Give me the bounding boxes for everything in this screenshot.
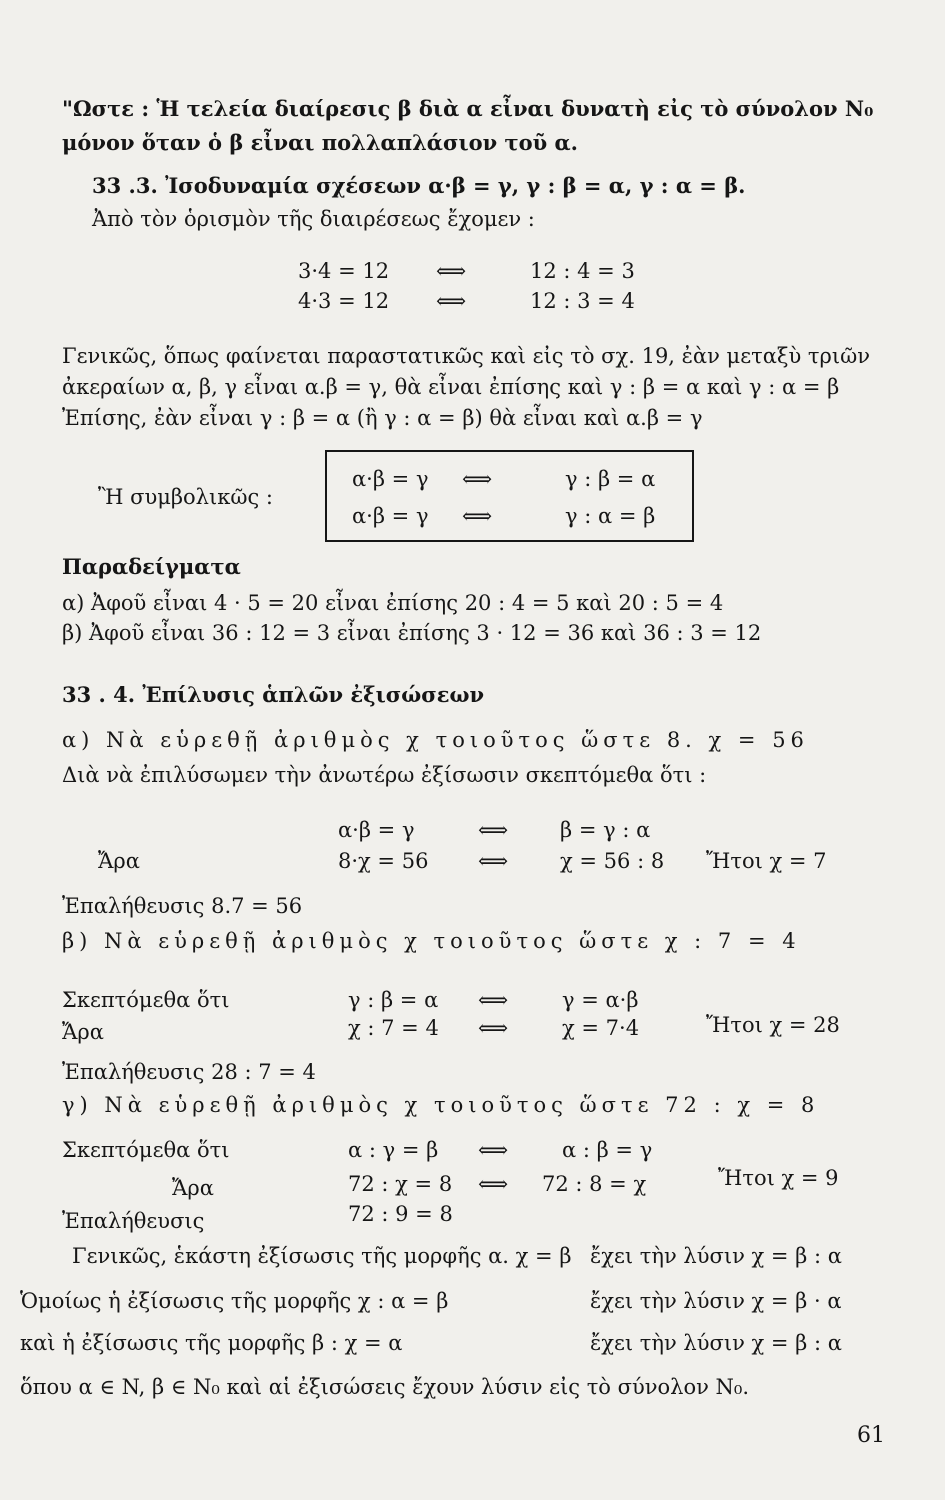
summary-1-solution: ἔχει τὴν λύσιν χ = β : α: [590, 1244, 842, 1268]
box-row-2-right: γ : α = β: [565, 504, 656, 528]
example-2-left: 4·3 = 12: [298, 289, 390, 313]
summary-2-text: Ὁμοίως ἡ ἐξίσωσις τῆς μορφῆς χ : α = β: [20, 1289, 449, 1313]
problem-a-ara-right: χ = 56 : 8: [560, 849, 665, 873]
intro-line-2: μόνον ὅταν ὁ β εἶναι πολλαπλάσιον τοῦ α.: [62, 130, 578, 155]
problem-c-check-label: Ἐπαλήθευσις: [62, 1209, 205, 1233]
problem-a-rel-left: α·β = γ: [338, 818, 415, 842]
page-number: 61: [857, 1423, 885, 1448]
problem-c-think-right: α : β = γ: [562, 1138, 653, 1162]
example-b: β) Ἀφοῦ εἶναι 36 : 12 = 3 εἶναι ἐπίσης 3 · 12 = 36 καὶ 36 : 3 = 12: [62, 621, 762, 645]
problem-a-title: α) Νὰ εὑρεθῇ ἀριθμὸς χ τοιοῦτος ὥστε 8. χ = 56: [62, 728, 809, 752]
problem-a-ara-arrow: ⟺: [478, 849, 509, 873]
box-row-1-arrow: ⟺: [462, 467, 493, 491]
example-1-left: 3·4 = 12: [298, 259, 390, 283]
general-line-1: Γενικῶς, ὅπως φαίνεται παραστατικῶς καὶ εἰς τὸ σχ. 19, ἐὰν μεταξὺ τριῶν: [62, 344, 870, 368]
box-row-2-arrow: ⟺: [462, 504, 493, 528]
problem-c-ara-arrow: ⟺: [478, 1172, 509, 1196]
problem-c-ara-left: 72 : χ = 8: [348, 1172, 453, 1196]
problem-b-ara-right: χ = 7·4: [562, 1016, 640, 1040]
section-33-4-heading: 33 . 4. Ἐπίλυσις ἁπλῶν ἐξισώσεων: [62, 682, 485, 707]
general-line-3: Ἐπίσης, ἐὰν εἶναι γ : β = α (ἢ γ : α = β) θὰ εἶναι καὶ α.β = γ: [62, 406, 703, 430]
problem-b-think-left: γ : β = α: [348, 988, 439, 1012]
example-1-arrow: ⟺: [436, 259, 467, 283]
problem-c-title: γ) Νὰ εὑρεθῇ ἀριθμὸς χ τοιοῦτος ὥστε 72 : χ = 8: [62, 1093, 820, 1117]
definition-line: Ἀπὸ τὸν ὁρισμὸν τῆς διαιρέσεως ἔχομεν :: [92, 207, 535, 231]
problem-a-think: Διὰ νὰ ἐπιλύσωμεν τὴν ἀνωτέρω ἐξίσωσιν σκεπτόμεθα ὅτι :: [62, 763, 707, 787]
general-line-2: ἀκεραίων α, β, γ εἶναι α.β = γ, θὰ εἶναι ἐπίσης καὶ γ : β = α καὶ γ : α = β: [62, 375, 840, 399]
problem-c-ara-label: Ἄρα: [172, 1176, 214, 1200]
box-row-1-left: α·β = γ: [352, 467, 429, 491]
problem-a-rel-right: β = γ : α: [560, 818, 651, 842]
summary-3-text: καὶ ἡ ἐξίσωσις τῆς μορφῆς β : χ = α: [20, 1331, 403, 1355]
section-33-3-heading: 33 .3. Ἰσοδυναμία σχέσεων α·β = γ, γ : β = α, γ : α = β.: [92, 173, 746, 198]
problem-a-result: Ἤτοι χ = 7: [706, 849, 827, 873]
final-line: ὅπου α ∈ N, β ∈ N₀ καὶ αἱ ἐξισώσεις ἔχουν λύσιν εἰς τὸ σύνολον N₀.: [20, 1375, 750, 1399]
problem-a-ara-left: 8·χ = 56: [338, 849, 429, 873]
summary-2-solution: ἔχει τὴν λύσιν χ = β · α: [590, 1289, 842, 1313]
example-a: α) Ἀφοῦ εἶναι 4 · 5 = 20 εἶναι ἐπίσης 20 : 4 = 5 καὶ 20 : 5 = 4: [62, 591, 724, 615]
problem-a-ara-label: Ἄρα: [98, 849, 140, 873]
box-row-2-left: α·β = γ: [352, 504, 429, 528]
problem-b-check: Ἐπαλήθευσις 28 : 7 = 4: [62, 1060, 316, 1084]
problem-b-think-label: Σκεπτόμεθα ὅτι: [62, 988, 230, 1012]
problem-a-rel-arrow: ⟺: [478, 818, 509, 842]
problem-c-think-label: Σκεπτόμεθα ὅτι: [62, 1138, 230, 1162]
problem-b-ara-label: Ἄρα: [62, 1020, 104, 1044]
box-row-1-right: γ : β = α: [565, 467, 656, 491]
examples-title: Παραδείγματα: [62, 554, 241, 579]
example-1-right: 12 : 4 = 3: [530, 259, 635, 283]
problem-b-title: β) Νὰ εὑρεθῇ ἀριθμὸς χ τοιοῦτος ὥστε χ : 7 = 4: [62, 929, 801, 953]
problem-b-ara-left: χ : 7 = 4: [348, 1016, 439, 1040]
problem-b-think-arrow: ⟺: [478, 988, 509, 1012]
problem-c-check-value: 72 : 9 = 8: [348, 1202, 453, 1226]
intro-line-1: "Ωστε : Ἡ τελεία διαίρεσις β διὰ α εἶναι δυνατὴ εἰς τὸ σύνολον N₀: [62, 96, 874, 121]
problem-b-think-right: γ = α·β: [562, 988, 639, 1012]
problem-c-think-arrow: ⟺: [478, 1138, 509, 1162]
problem-a-check: Ἐπαλήθευσις 8.7 = 56: [62, 894, 303, 918]
summary-3-solution: ἔχει τὴν λύσιν χ = β : α: [590, 1331, 842, 1355]
example-2-arrow: ⟺: [436, 289, 467, 313]
problem-c-result: Ἤτοι χ = 9: [718, 1166, 839, 1190]
problem-c-ara-right: 72 : 8 = χ: [542, 1172, 647, 1196]
problem-b-result: Ἤτοι χ = 28: [706, 1013, 840, 1037]
example-2-right: 12 : 3 = 4: [530, 289, 635, 313]
symbolic-label: Ἢ συμβολικῶς :: [98, 485, 273, 509]
problem-b-ara-arrow: ⟺: [478, 1016, 509, 1040]
problem-c-think-left: α : γ = β: [348, 1138, 439, 1162]
summary-1-text: Γενικῶς, ἑκάστη ἐξίσωσις τῆς μορφῆς α. χ = β: [72, 1244, 572, 1268]
